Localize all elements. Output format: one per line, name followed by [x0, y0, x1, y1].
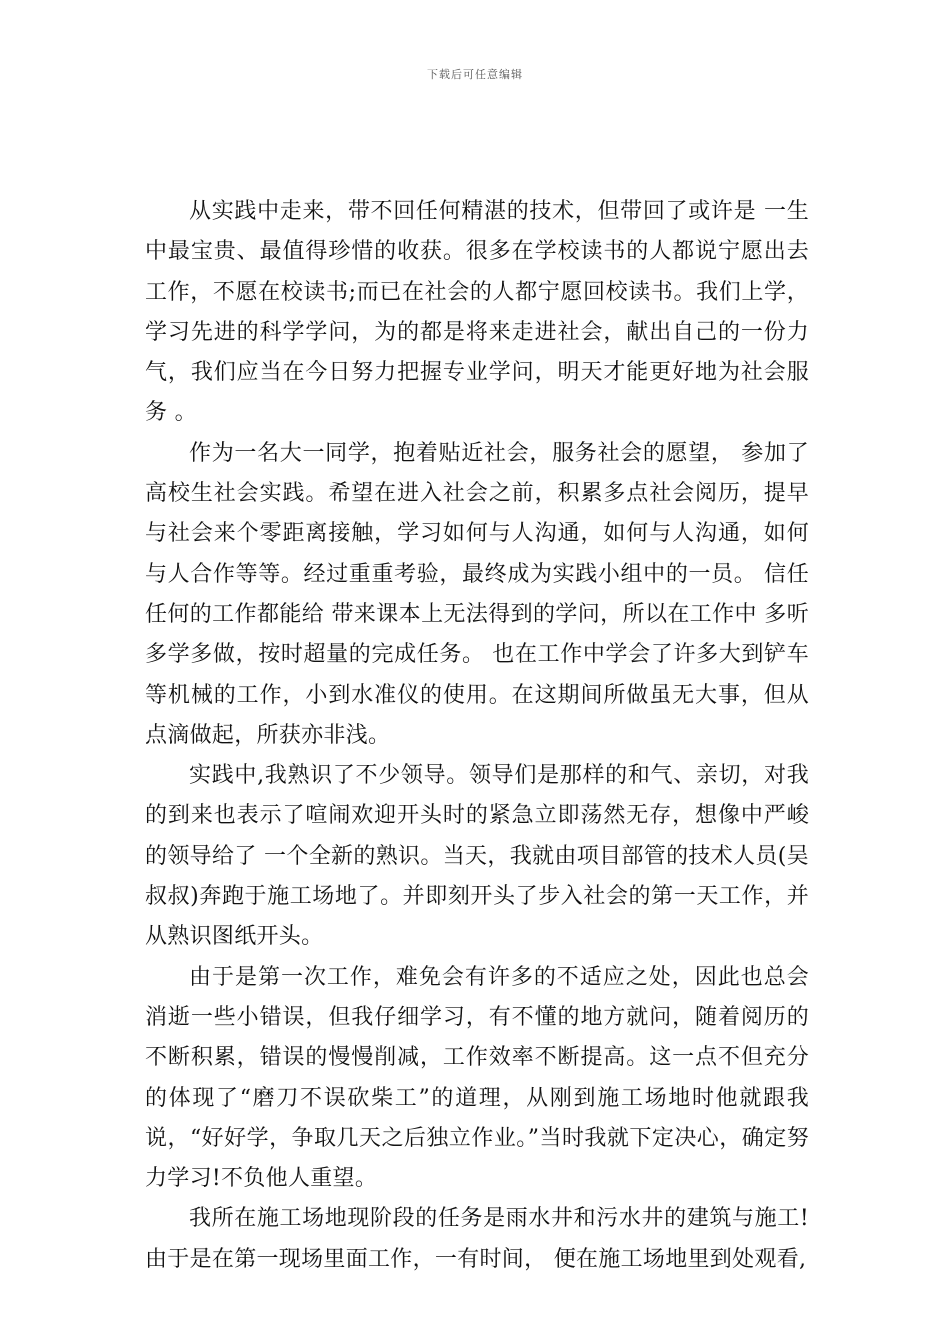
paragraph-5: 我所在施工场地现阶段的任务是雨水井和污水井的建筑与施工!由于是在第一现场里面工作，一有时间， 便在施工场地里到处观看,	[145, 1206, 809, 1272]
paragraph-4: 由于是第一次工作，难免会有许多的不适应之处，因此也总会消逝一些小错误，但我仔细学习，有不懂的地方就问，随着阅历的不断积累，错误的慢慢削减，工作效率不断提高。这一点不但充分的体现了“磨刀不误砍柴工”的道理，从刚到施工场地时他就跟我说，“好好学，争取几天之后独立作业。”当时我就下定决心，确定努力学习!不负他人重望。	[145, 964, 809, 1192]
paragraph-1: 从实践中走来，带不回任何精湛的技术，但带回了或许是 一生中最宝贵、最值得珍惜的收获。很多在学校读书的人都说宁愿出去工作，不愿在校读书;而已在社会的人都宁愿回校读书。我们上学，学习先进的科学学问，为的都是将来走进社会，献出自己的一份力气，我们应当在今日努力把握专业学问，明天才能更好地为社会服务 。	[145, 199, 809, 426]
paragraph-2: 作为一名大一同学，抱着贴近社会，服务社会的愿望， 参加了高校生社会实践。希望在进入社会之前，积累多点社会阅历，提早与社会来个零距离接触，学习如何与人沟通，如何与人沟通，如何与人合作等等。经过重重考验，最终成为实践小组中的一员。 信任任何的工作都能给 带来课本上无法得到的学问，所以在工作中 多听多学多做，按时超量的完成任务。 也在工作中学会了许多大到铲车等机械的工作，小到水准仪的使用。在这期间所做虽无大事，但从点滴做起，所获亦非浅。	[145, 440, 809, 748]
document-body	[145, 192, 809, 1280]
header-note: 下载后可任意编辑	[427, 68, 523, 81]
paragraph-3: 实践中,我熟识了不少领导。领导们是那样的和气、亲切，对我的到来也表示了喧闹欢迎开头时的紧急立即荡然无存，想像中严峻的领导给了 一个全新的熟识。当天，我就由项目部管的技术人员(吴叔叔)奔跑于施工场地了。并即刻开头了步入社会的第一天工作，并从熟识图纸开头。	[145, 763, 809, 950]
